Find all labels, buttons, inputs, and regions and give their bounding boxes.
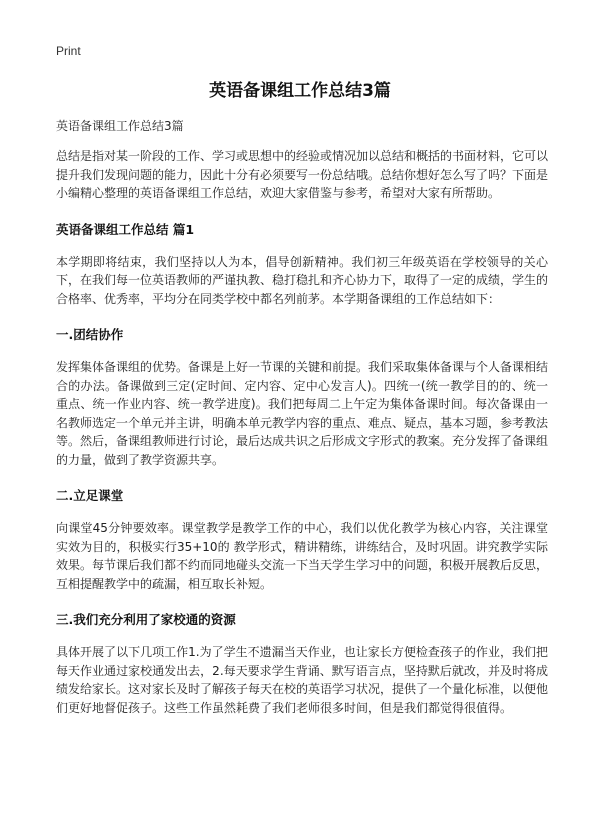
document-title: 英语备课组工作总结3篇 [209, 81, 391, 101]
section-heading-2: 二.立足课堂 [56, 488, 124, 503]
article-intro-paragraph: 本学期即将结束，我们坚持以人为本，倡导创新精神。我们初三年级英语在学校领导的关心下，在我们每一位英语教师的严谨执教、稳打稳扎和齐心协力下，取得了一定的成绩，学生的合格率、优秀率，平均分在同类学校中都名列前茅。本学期备课组的工作总结如下： [56, 254, 549, 306]
section-heading-3: 三.我们充分利用了家校通的资源 [56, 612, 236, 627]
section-body-1: 发挥集体备课组的优势。备课是上好一节课的关键和前提。我们采取集体备课与个人备课相结合的办法。备课做到三定(定时间、定内容、定中心发言人)。四统一(统一教学目的的、统一重点、统一作业内容、统一教学进度)。我们把每周二上午定为集体备课时间。每次备课由一名教师选定一个单元并主讲，明确本单元教学内容的重点、难点、疑点，基本习题，参考教法等。然后，备课组教师进行讨论，最后达成共识之后形成文字形式的教案。充分发挥了备课组的力量，做到了教学资源共享。 [56, 360, 549, 467]
document-subtitle: 英语备课组工作总结3篇 [56, 119, 184, 133]
article-heading: 英语备课组工作总结 篇1 [56, 221, 195, 237]
print-label: Print [56, 44, 81, 58]
section-body-3: 具体开展了以下几项工作1.为了学生不遗漏当天作业，也让家长方便检查孩子的作业，我们把每天作业通过家校通发出去，2.每天要求学生背诵、默写语言点，坚持默后就改，并及时将成绩发给家长。这对家长及时了解孩子每天在校的英语学习状况，提供了一个量化标准，以便他们更好地督促孩子。这些工作虽然耗费了我们老师很多时间，但是我们都觉得很值得。 [56, 645, 549, 715]
document-content [56, 118, 548, 735]
section-body-2: 向课堂45分钟要效率。课堂教学是教学工作的中心，我们以优化教学为核心内容，关注课堂实效为目的，积极实行35+10的 教学形式，精讲精练，讲练结合，及时巩固。讲究教学实际效果。每节课后我们都不约而同地碰头交流一下当天学生学习中的问题，积极开展教后反思，互相提醒教学中的疏漏，相互取长补短。 [56, 521, 549, 591]
section-heading-1: 一.团结协作 [56, 327, 124, 342]
intro-paragraph: 总结是指对某一阶段的工作、学习或思想中的经验或情况加以总结和概括的书面材料，它可以提升我们发现问题的能力，因此十分有必须要写一份总结哦。总结你想好怎么写了吗？下面是小编精心整理的英语备课组工作总结，欢迎大家借鉴与参考，希望对大家有所帮助。 [56, 149, 549, 200]
